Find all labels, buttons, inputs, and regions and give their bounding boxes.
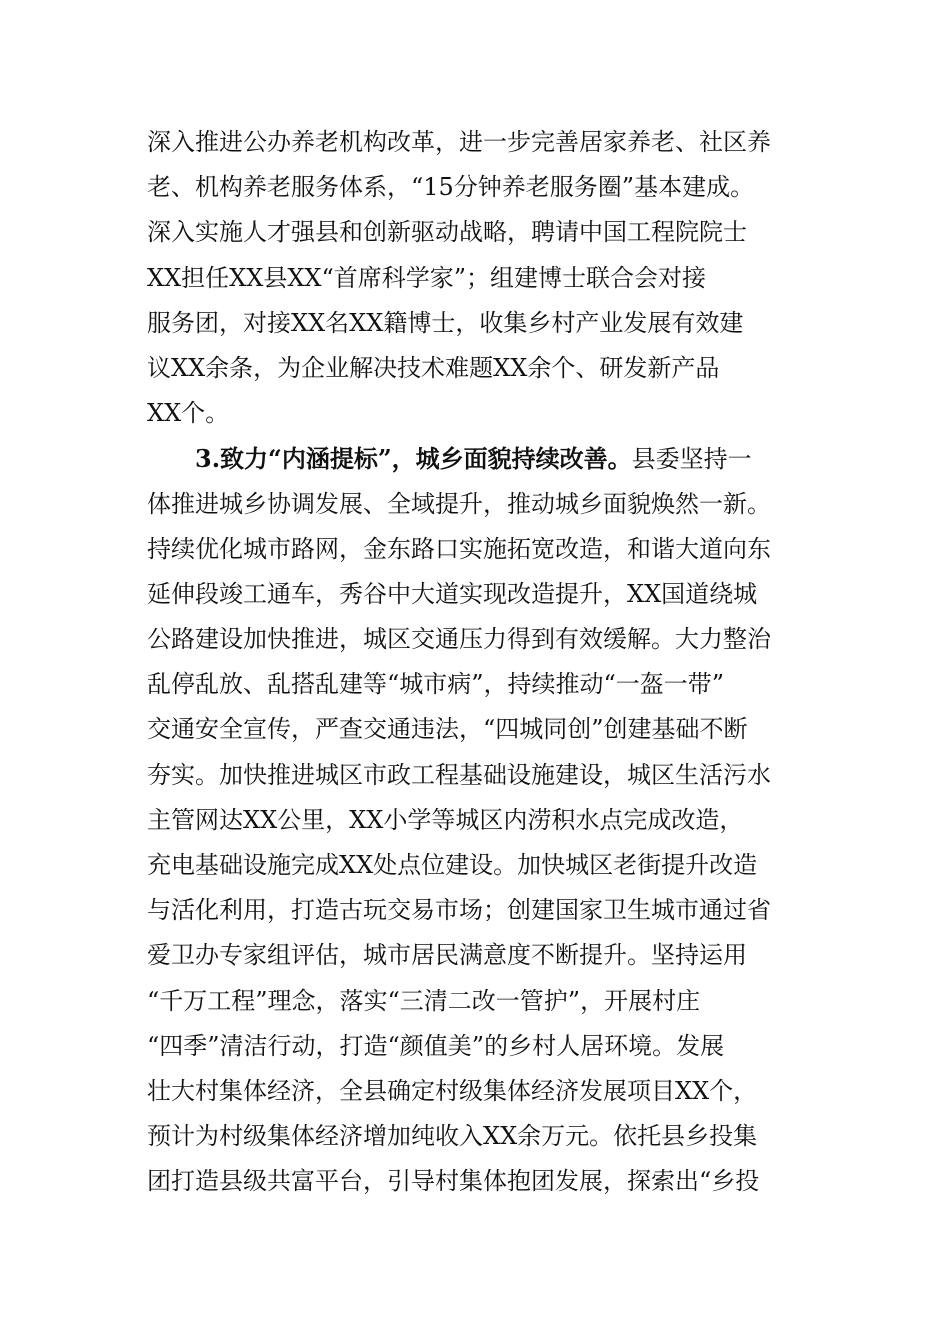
text-line: “四季”清洁行动，打造“颜值美”的乡村人居环境。发展	[147, 1031, 725, 1060]
text-line: 团打造县级共富平台，引导村集体抱团发展，探索出“乡投	[147, 1167, 760, 1196]
text-line: 壮大村集体经济，全县确定村级集体经济发展项目XX个，	[147, 1076, 758, 1105]
text-line: 爱卫办专家组评估，城市居民满意度不断提升。坚持运用	[147, 941, 747, 970]
text-line: 体推进城乡协调发展、全域提升，推动城乡面貌焕然一新。	[147, 489, 771, 518]
text-line: “千万工程”理念，落实“三清二改一管护”，开展村庄	[147, 986, 701, 1015]
text-line: 深入实施人才强县和创新驱动战略，聘请中国工程院院士	[147, 218, 747, 247]
text-line	[147, 436, 807, 481]
text-line: 充电基础设施完成XX处点位建设。加快城区老街提升改造	[147, 851, 758, 879]
text-line: 乱停乱放、乱搭乱建等“城市病”，持续推动“一盔一带”	[147, 670, 725, 699]
body-text	[147, 120, 807, 1205]
text-line: 服务团，对接XX名XX籍博士，收集乡村产业发展有效建	[147, 308, 744, 337]
text-line: 老、机构养老服务体系，“15分钟养老服务圈”基本建成。	[147, 173, 755, 202]
text-line: 与活化利用，打造古玩交易市场；创建国家卫生城市通过省	[147, 896, 771, 925]
text-line: 主管网达XX公里，XX小学等城区内涝积水点完成改造，	[147, 805, 744, 834]
text-line: 夯实。加快推进城区市政工程基础设施建设，城区生活污水	[147, 760, 771, 789]
text-line: 预计为村级集体经济增加纯收入XX余万元。依托县乡投集	[147, 1122, 758, 1151]
text-line: 深入推进公办养老机构改革，进一步完善居家养老、社区养	[147, 128, 771, 156]
text-line: 持续优化城市路网，金东路口实施拓宽改造，和谐大道向东	[147, 534, 771, 563]
text-line: 交通安全宣传，严查交通违法，“四城同创”创建基础不断	[147, 715, 748, 744]
text-line: XX担任XX县XX“首席科学家”；组建博士联合会对接	[147, 263, 707, 292]
section-3-first-line-text: 县委坚持一	[631, 445, 752, 474]
paragraph-section-3	[147, 436, 807, 1204]
text-line: XX个。	[147, 399, 230, 428]
text-line: 议XX余条，为企业解决技术难题XX余个、研发新产品	[147, 353, 720, 382]
text-line: 公路建设加快推进，城区交通压力得到有效缓解。大力整治	[147, 625, 771, 654]
section-3-heading: 3.致力“内涵提标”，城乡面貌持续改善。	[195, 444, 632, 474]
paragraph-1	[147, 120, 807, 436]
text-line: 延伸段竣工通车，秀谷中大道实现改造提升，XX国道绕城	[147, 579, 758, 608]
